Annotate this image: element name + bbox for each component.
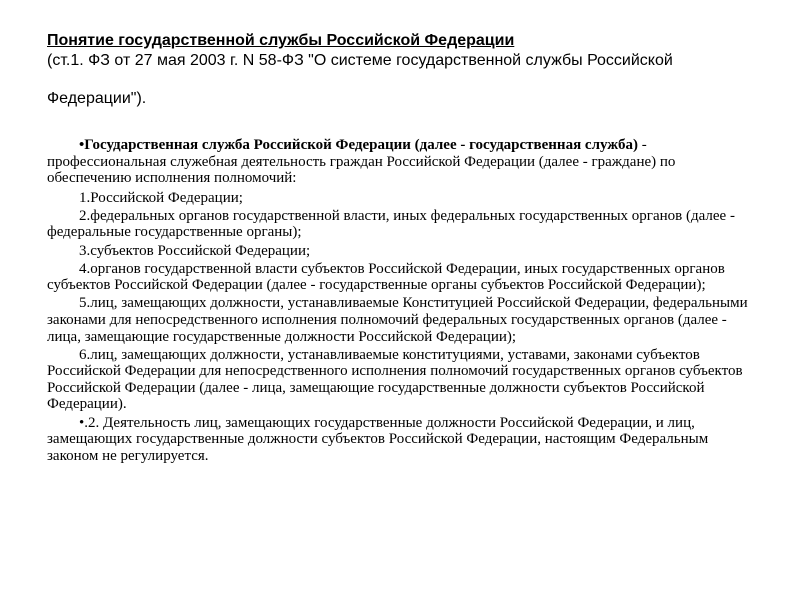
- list-item-1: 1.Российской Федерации;: [79, 189, 243, 206]
- list-item-6: 6.лиц, замещающих должности, устанавливаемые конституциями, уставами, законами субъектов Российской Федерации для непосредственного исполнения полномочий государственных органов субъектов Российской Федерации (далее - лица, замещающие государственные должности субъектов Российской Федерации).: [47, 346, 743, 413]
- law-reference-line1: (ст.1. ФЗ от 27 мая 2003 г. N 58-ФЗ "О системе государственной службы Российской: [47, 52, 673, 69]
- list-item-5: 5.лиц, замещающих должности, устанавливаемые Конституцией Российской Федерации, федеральными законами для непосредственного исполнения полномочий федеральных государственных органов (далее - лица, замещающие государственные должности Российской Федерации);: [47, 295, 748, 345]
- definition-term: Государственная служба Российской Федерации: [84, 137, 411, 153]
- list-item-3: 3.субъектов Российской Федерации;: [79, 242, 311, 259]
- definition-paragraph: [47, 137, 763, 187]
- list-item-2: 2.федеральных органов государственной власти, иных федеральных государственных органов (далее - федеральные государственные органы);: [47, 207, 735, 241]
- definition-paren: (далее - государственная служба): [414, 137, 638, 153]
- page-title: Понятие государственной службы Российской Федерации: [47, 32, 515, 49]
- content-body: [47, 137, 763, 466]
- definition-text: - профессиональная служебная деятельность граждан Российской Федерации (далее - граждане) по обеспечению исполнения полномочий:: [47, 137, 676, 187]
- title-block: [47, 31, 747, 109]
- bullet: •: [79, 137, 85, 153]
- list-item-7: •.2. Деятельность лиц, замещающих государственные должности Российской Федерации, и лиц, замещающих государственные должности субъектов Российской Федерации, настоящим Федеральным законом не регулируется.: [47, 414, 709, 464]
- list-item-4: 4.органов государственной власти субъектов Российской Федерации, иных государственных органов субъектов Российской Федерации (далее - государственные органы субъектов Российской Федерации);: [47, 260, 725, 294]
- law-reference-line2: Федерации").: [47, 90, 147, 107]
